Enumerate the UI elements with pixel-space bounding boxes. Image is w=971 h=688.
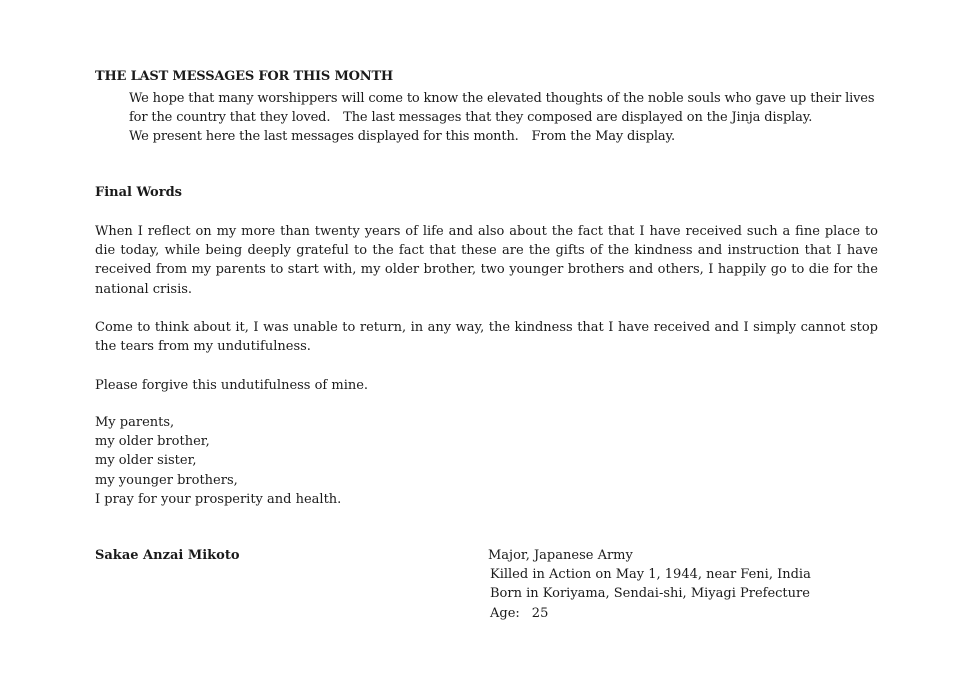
author-birthplace: Born in Koriyama, Sendai-shi, Miyagi Prefecture [490, 586, 810, 602]
letter-title: Final Words [95, 185, 182, 200]
letter-paragraph: When I reflect on my more than twenty years of life and also about the fact that I have received such a fine place to die today, while being deeply grateful to the fact that these are the gifts of the kindness and instruction that I have received from my parents to start with, my older brother, two younger brothers and others, I happily go to die for the national crisis. [95, 224, 878, 297]
letter-paragraph: Please forgive this undutifulness of mine. [95, 378, 369, 393]
author-rank: Major, Japanese Army [488, 548, 633, 563]
letter-paragraph: Come to think about it, I was unable to return, in any way, the kindness that I have received and I simply cannot stop the tears from my undutifulness. [95, 320, 878, 355]
intro-text [129, 89, 889, 147]
author-age [488, 604, 811, 623]
closing-line: My parents, [95, 415, 175, 430]
age-label: Age: [490, 605, 520, 621]
author-name: Sakae Anzai Mikoto [95, 548, 240, 563]
intro-line: We hope that many worshippers will come to know the elevated thoughts of the noble souls who gave up their lives [129, 91, 875, 106]
page-title: THE LAST MESSAGES FOR THIS MONTH [95, 69, 393, 84]
author-bio [488, 546, 811, 623]
age-value: 25 [531, 605, 549, 621]
closing-line: my younger brothers, [95, 472, 238, 488]
closing-line: my older sister, [95, 453, 197, 469]
closing-line: I pray for your prosperity and health. [95, 491, 342, 507]
closing-line: my older brother, [95, 434, 210, 450]
author-killed-in-action: Killed in Action on May 1, 1944, near Feni, India [490, 567, 811, 583]
intro-line: for the country that they loved. The last messages that they composed are displayed on the Jinja display. [129, 110, 813, 126]
intro-line: We present here the last messages displayed for this month. From the May display. [129, 129, 675, 145]
letter-closing [95, 413, 341, 509]
